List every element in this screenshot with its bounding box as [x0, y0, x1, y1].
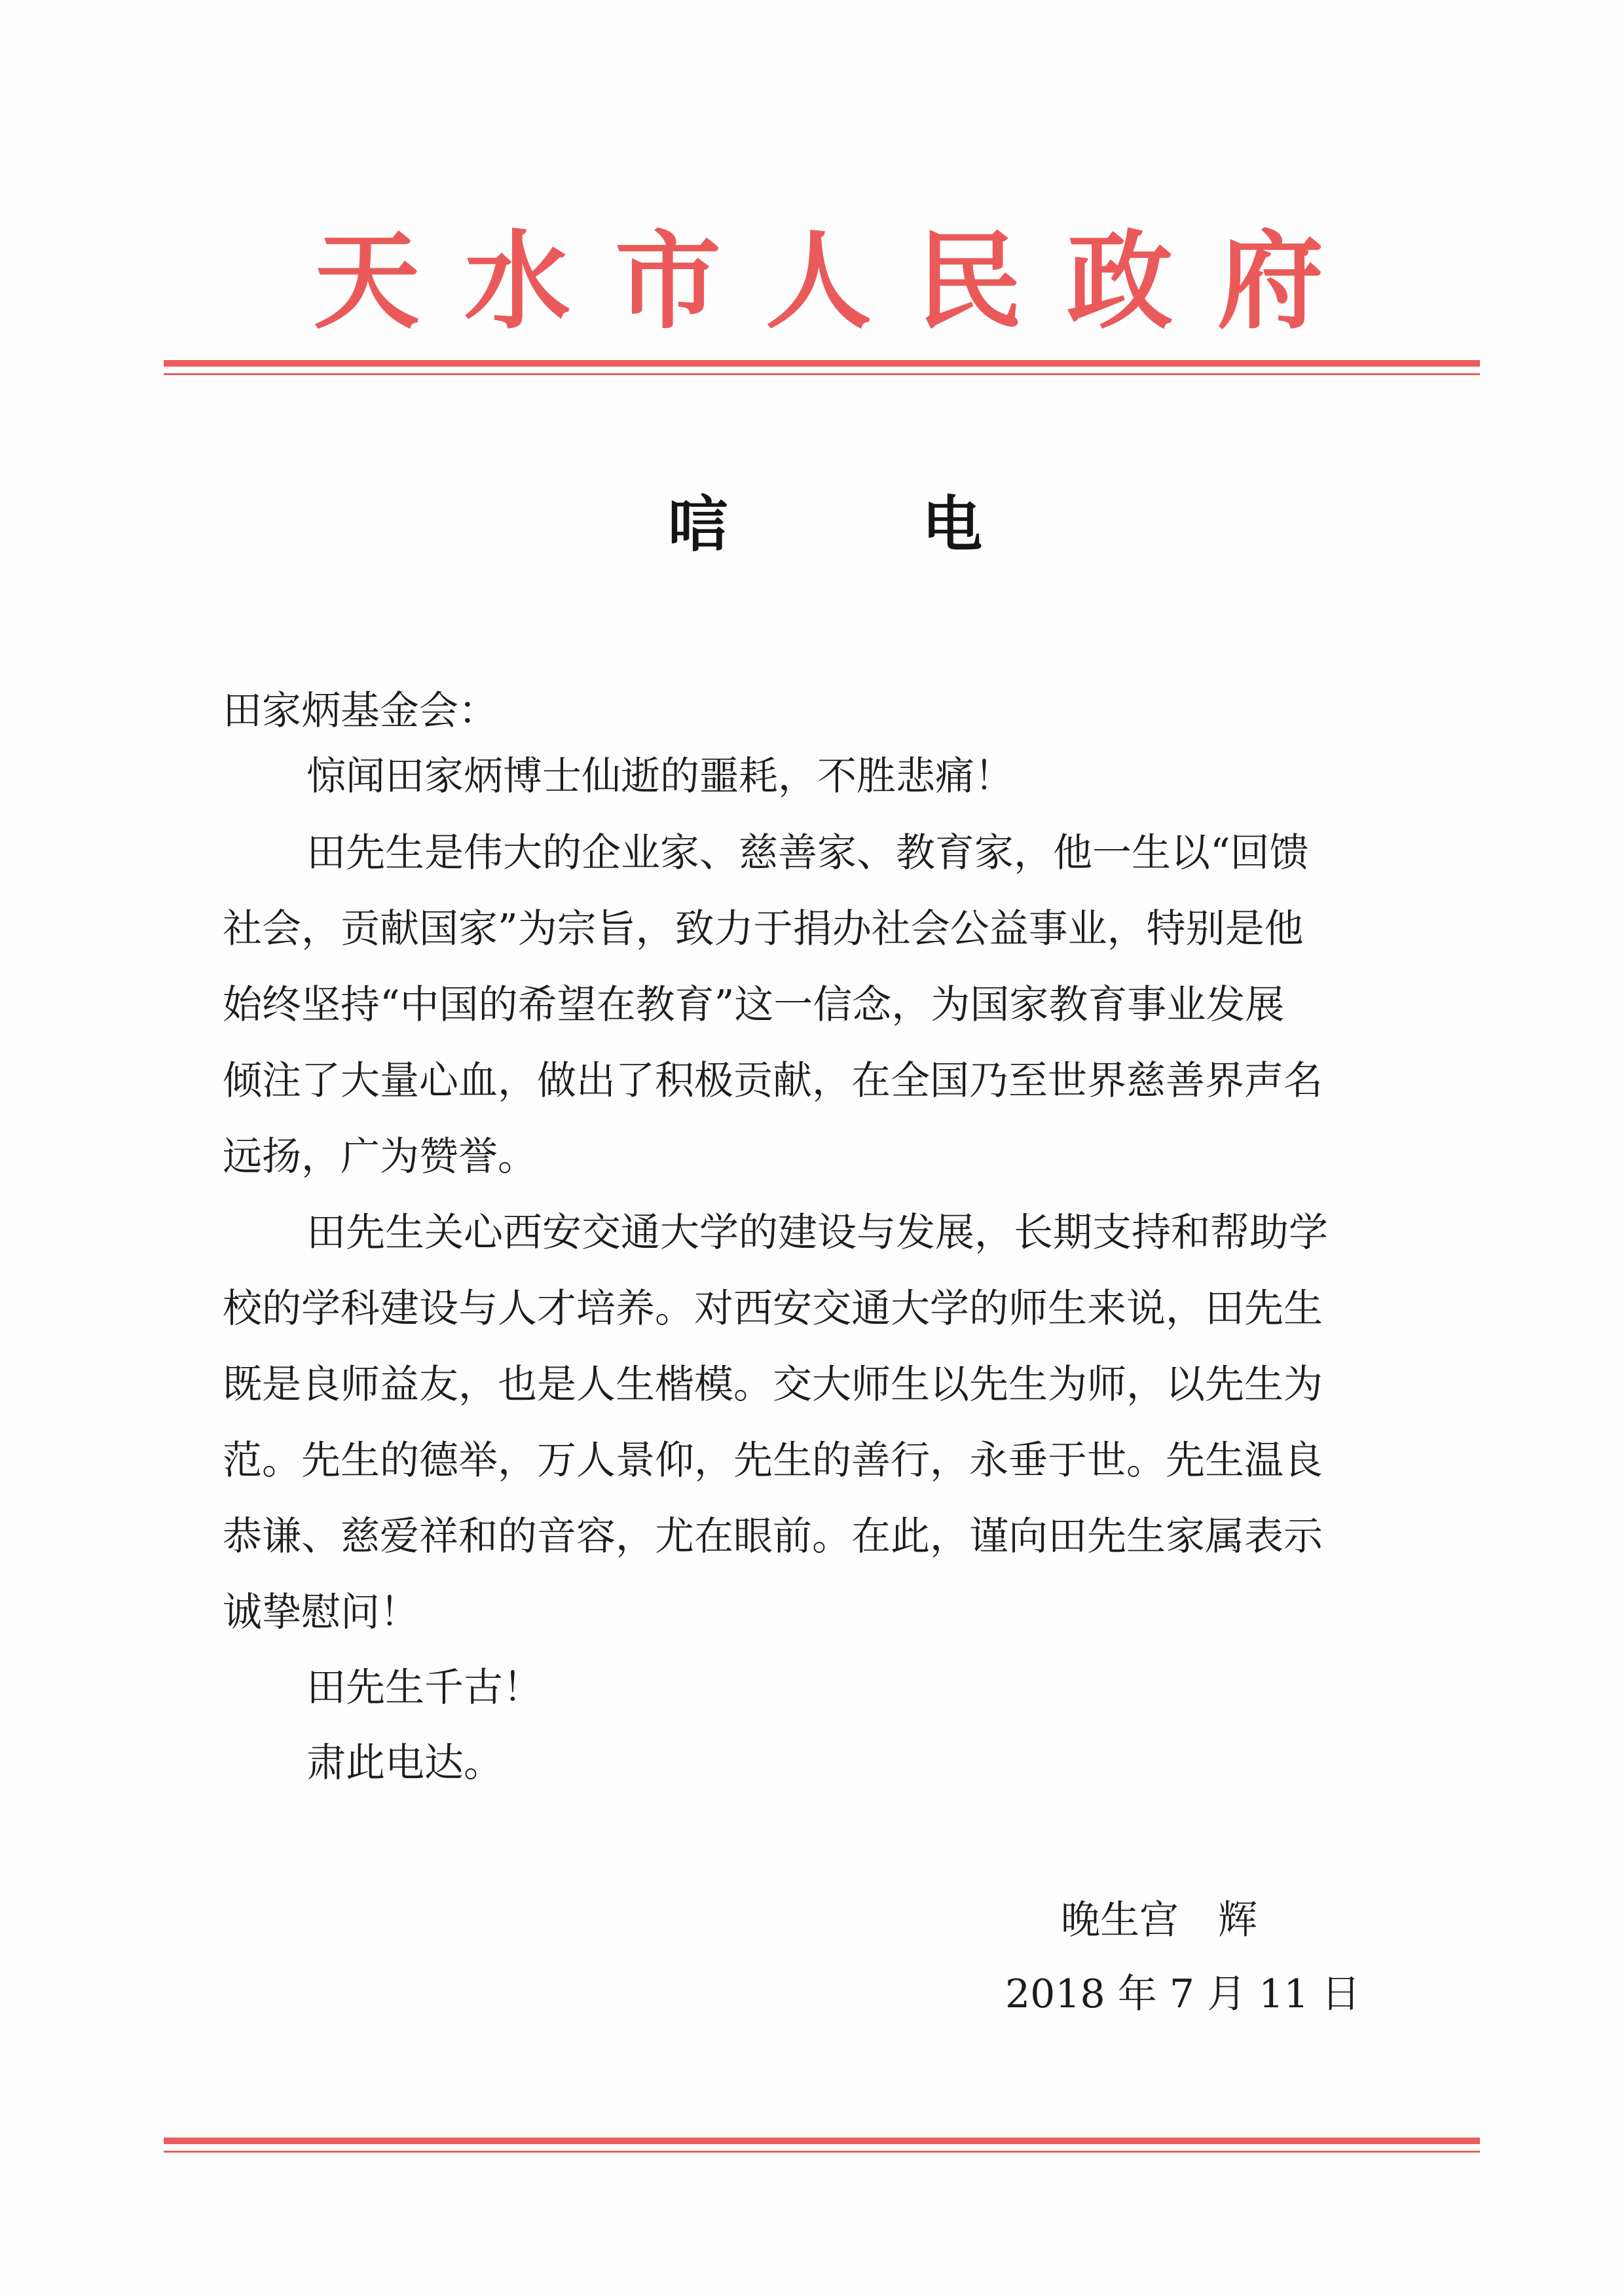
letterhead-org-name — [308, 216, 1329, 347]
paragraph-line: 倾注了大量心血，做出了积极贡献，在全国乃至世界慈善界声名 — [223, 1058, 1323, 1104]
paragraph-line: 始终坚持“中国的希望在教育”这一信念，为国家教育事业发展 — [223, 982, 1285, 1028]
letterhead-char: 人 — [766, 219, 872, 344]
paragraph-line: 社会，贡献国家”为宗旨，致力于捐办社会公益事业，特别是他 — [223, 906, 1304, 952]
paragraph-line: 惊闻田家炳博士仙逝的噩耗，不胜悲痛！ — [306, 754, 1014, 799]
title-char: 电 — [921, 489, 982, 560]
paragraph-line: 恭谦、慈爱祥和的音容，尤在眼前。在此，谨向田先生家属表示 — [223, 1514, 1323, 1559]
letterhead-top-rule — [164, 360, 1480, 375]
paragraph-line: 田先生千古！ — [306, 1665, 542, 1711]
paragraph-line: 校的学科建设与人才培养。对西安交通大学的师生来说，田先生 — [223, 1286, 1323, 1332]
paragraph-line: 范。先生的德举，万人景仰，先生的善行，永垂于世。先生温良 — [223, 1438, 1323, 1484]
paragraph-line: 田先生是伟大的企业家、慈善家、教育家，他一生以“回馈 — [306, 830, 1309, 876]
rule-thick-line — [164, 360, 1480, 367]
paragraph-condolence-opening — [223, 738, 1518, 814]
rule-thin-line — [164, 373, 1480, 375]
paragraph-line: 肃此电达。 — [306, 1740, 503, 1786]
footer-rule — [164, 2138, 1480, 2153]
paragraph-line: 远扬，广为赞誉。 — [223, 1134, 537, 1180]
document-date: 2018 年 7 月 11 日 — [1005, 1971, 1361, 2017]
paragraph-line: 田先生关心西安交通大学的建设与发展，长期支持和帮助学 — [306, 1210, 1328, 1256]
letterhead-char: 市 — [615, 219, 721, 344]
paragraph-line: 既是良师益友，也是人生楷模。交大师生以先生为师，以先生为 — [223, 1362, 1323, 1408]
letterhead-char: 民 — [916, 219, 1022, 344]
rule-thick-line — [164, 2138, 1480, 2144]
letterhead-char: 政 — [1067, 219, 1173, 344]
paragraph-closing — [223, 1725, 1518, 1801]
paragraph-contributions — [223, 815, 1434, 1195]
paragraph-line: 诚挚慰问！ — [223, 1590, 419, 1635]
letterhead-char: 天 — [314, 219, 420, 344]
letterhead-char: 府 — [1217, 219, 1323, 344]
title-char: 唁 — [668, 489, 729, 560]
paragraph-university — [223, 1195, 1434, 1650]
salutation: 田家炳基金会： — [223, 688, 498, 734]
signature: 晚生宫 辉 — [1061, 1897, 1257, 1943]
rule-thin-line — [164, 2151, 1480, 2153]
document-title — [668, 489, 982, 560]
paragraph-tribute — [223, 1650, 1518, 1726]
letterhead-char: 水 — [464, 219, 570, 344]
